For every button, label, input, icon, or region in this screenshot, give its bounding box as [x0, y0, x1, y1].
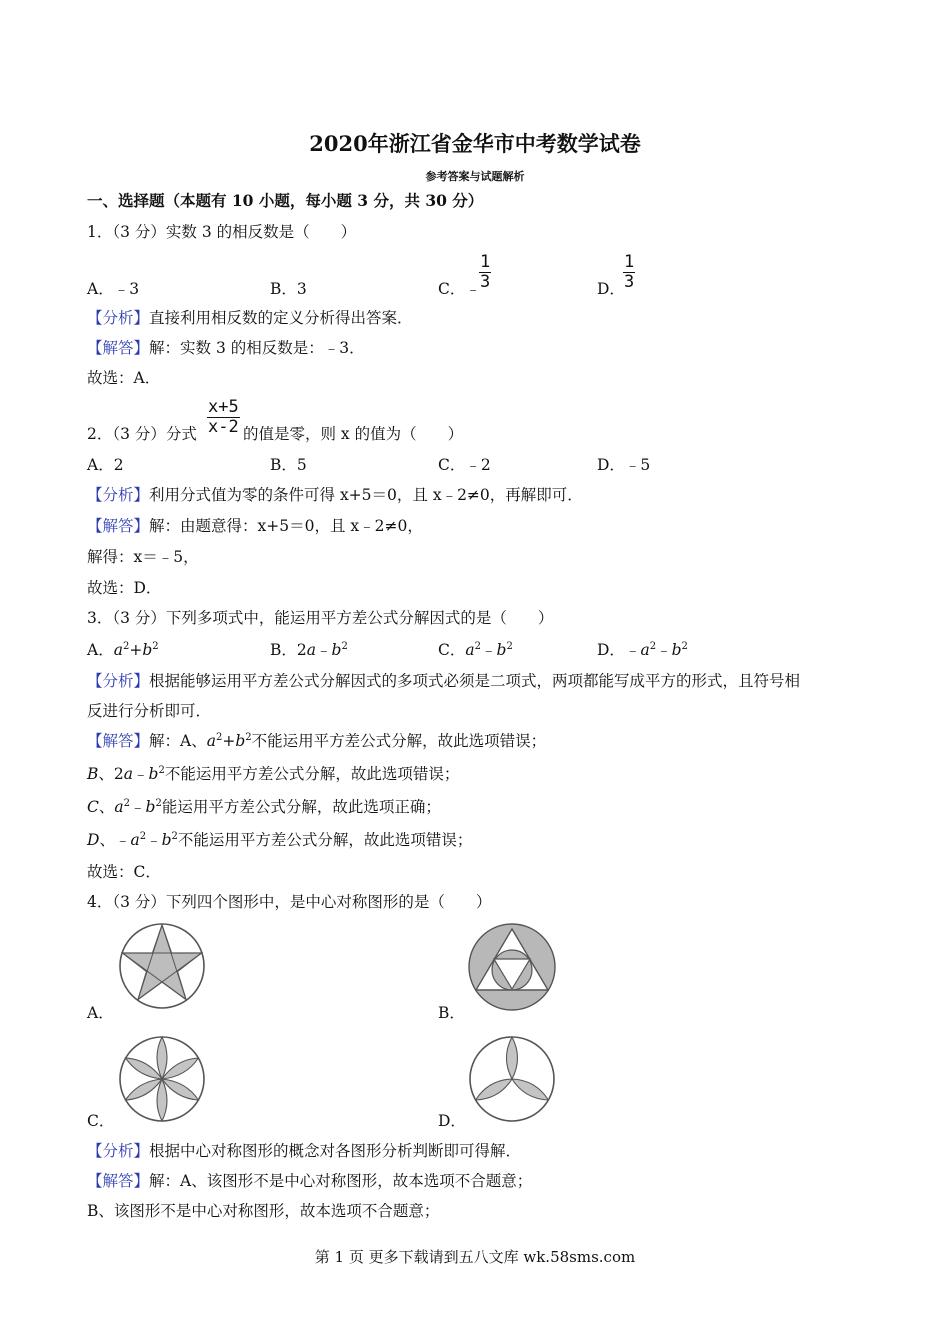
q1-option-d: D． — [597, 280, 625, 298]
q3-line-c-text: 能运用平方差公式分解，故此选项正确； — [161, 798, 441, 816]
q1-option-d-fraction — [623, 253, 635, 292]
answer-tag: 【解答】 — [87, 517, 150, 535]
q1-stem: 1．（3 分）实数 3 的相反数是（ ） — [87, 223, 357, 241]
page-footer: 第 1 页 更多下载请到五八文库 wk.58sms.com — [314, 1248, 636, 1266]
q3-option-d: D．$﹣a^2﹣b^2$ — [597, 641, 688, 659]
option-label: C． — [438, 641, 466, 659]
q3-line-b-text: 不能运用平方差公式分解，故此选项错误； — [164, 765, 460, 783]
section-heading: 一、选择题（本题有 10 小题，每小题 3 分，共 30 分） — [87, 191, 484, 210]
analysis-tag: 【分析】 — [87, 309, 150, 327]
fraction-denominator: x-2 — [208, 417, 239, 437]
q3-analysis-cont: 反进行分析即可． — [87, 702, 212, 720]
analysis-tag: 【分析】 — [87, 486, 150, 504]
q1-answer-text: 解：实数 3 的相反数是：﹣3． — [149, 339, 365, 357]
q4-figure-c-flower — [115, 1034, 209, 1124]
q2-answer — [87, 516, 423, 536]
q2-option-b: B．5 — [270, 456, 307, 474]
answer-tag: 【解答】 — [87, 732, 150, 750]
q3-answer: 【解答】解：A、$a^2+b^2$不能运用平方差公式分解，故此选项错误； — [87, 732, 547, 750]
q4-option-b: B． — [438, 1004, 465, 1022]
page-title: 2020年浙江省金华市中考数学试卷 — [309, 131, 641, 156]
q1-option-a: A．﹣3 — [87, 280, 140, 298]
q4-figure-d-three-petals — [465, 1034, 559, 1124]
q4-option-a: A． — [87, 1004, 114, 1022]
option-label: A． — [87, 641, 114, 659]
q3-analysis — [87, 671, 800, 691]
q4-line-b: B、该图形不是中心对称图形，故本选项不合题意； — [87, 1202, 440, 1220]
q3-option-c: C．$a^2﹣b^2$ — [438, 641, 513, 659]
q4-answer-text: 解：A、该图形不是中心对称图形，故本选项不合题意； — [149, 1172, 533, 1190]
q3-line-c: C、$a^2﹣b^2$能运用平方差公式分解，故此选项正确； — [87, 798, 441, 816]
q2-option-c: C．﹣2 — [438, 456, 491, 474]
fraction-denominator: 3 — [480, 272, 491, 292]
analysis-tag: 【分析】 — [87, 1142, 150, 1160]
answer-tag: 【解答】 — [87, 1172, 150, 1190]
q4-figure-a-star — [115, 922, 209, 1010]
option-label: B． — [270, 641, 297, 659]
q4-figure-b-triangle — [465, 922, 559, 1012]
q3-option-a: A．$a^2+b^2$ — [87, 641, 159, 659]
q4-analysis-text: 根据中心对称图形的概念对各图形分析判断即可得解． — [149, 1142, 522, 1160]
q2-answer-text: 解：由题意得：x+5＝0，且 x﹣2≠0， — [149, 517, 423, 535]
fraction-denominator: 3 — [624, 272, 635, 292]
q2-option-d: D．﹣5 — [597, 456, 651, 474]
q4-answer — [87, 1171, 532, 1191]
q1-analysis-text: 直接利用相反数的定义分析得出答案． — [149, 309, 413, 327]
answer-tag: 【解答】 — [87, 339, 150, 357]
q4-stem: 4．（3 分）下列四个图形中，是中心对称图形的是（ ） — [87, 893, 492, 911]
q1-analysis — [87, 308, 413, 328]
q2-analysis-text: 利用分式值为零的条件可得 x+5＝0，且 x﹣2≠0，再解即可． — [149, 486, 583, 504]
analysis-tag: 【分析】 — [87, 672, 150, 690]
q1-option-b: B．3 — [270, 280, 307, 298]
q3-line-b: B、$2a﹣b^2$不能运用平方差公式分解，故此选项错误； — [87, 765, 460, 783]
q4-option-d: D． — [438, 1112, 466, 1130]
q3-line-d-text: 不能运用平方差公式分解，故此选项错误； — [177, 831, 473, 849]
q2-stem-suffix: 的值是零，则 x 的值为（ ） — [243, 425, 464, 443]
option-label: D． — [597, 641, 625, 659]
q1-option-c-fraction — [479, 253, 491, 292]
q4-option-c: C． — [87, 1112, 115, 1130]
fraction-numerator: 1 — [480, 252, 491, 272]
q2-option-a: A．2 — [87, 456, 124, 474]
fraction-numerator: 1 — [624, 252, 635, 272]
q3-line-d: D、$﹣a^2﹣b^2$不能运用平方差公式分解，故此选项错误； — [87, 831, 473, 849]
q3-stem: 3．（3 分）下列多项式中，能运用平方差公式分解因式的是（ ） — [87, 609, 554, 627]
q2-analysis — [87, 485, 583, 505]
q3-analysis-text: 根据能够运用平方差公式分解因式的多项式必须是二项式，两项都能写成平方的形式，且符号相 — [149, 672, 801, 690]
fraction-numerator: x+5 — [208, 397, 239, 417]
q1-choice: 故选：A． — [87, 369, 161, 387]
q3-answer-prefix: 解：A、 — [149, 732, 207, 750]
q1-answer — [87, 338, 365, 358]
q4-analysis — [87, 1141, 521, 1161]
q3-choice: 故选：C． — [87, 863, 161, 881]
q1-option-c: C．﹣ — [438, 280, 481, 298]
q2-choice: 故选：D． — [87, 579, 162, 597]
q2-stem-prefix: 2．（3 分）分式 — [87, 425, 197, 443]
page-subtitle: 参考答案与试题解析 — [425, 170, 525, 183]
q3-answer-text: 不能运用平方差公式分解，故此选项错误； — [251, 732, 547, 750]
q3-option-b: B．$2a﹣b^2$ — [270, 641, 348, 659]
q2-fraction — [207, 398, 240, 437]
q2-solve: 解得：x＝﹣5， — [87, 548, 199, 566]
